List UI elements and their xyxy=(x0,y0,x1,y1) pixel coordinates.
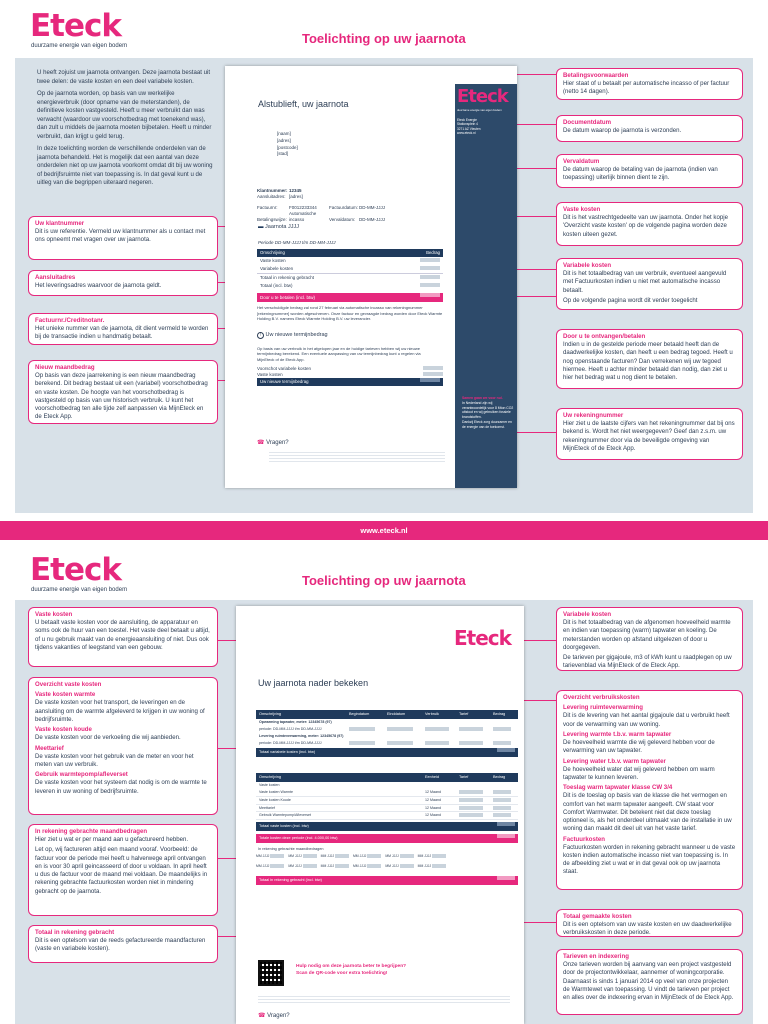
month-label: MM JJJJ xyxy=(320,864,335,868)
row-label: Meettarief xyxy=(259,805,275,810)
sender-address xyxy=(457,118,481,136)
callout-heading: In rekening gebrachte maandbedragen xyxy=(35,828,148,835)
address-line: [stad] xyxy=(277,151,289,157)
column-header: Eenheid xyxy=(425,775,439,779)
month-label: MM JJJJ xyxy=(288,854,302,858)
connector-line xyxy=(515,74,557,75)
row-label: Totaal in rekening gebracht (incl. btw) xyxy=(259,878,322,882)
callout-text: Hier ziet u wat er per maand aan u gefactureerd hebben. xyxy=(35,836,189,844)
callout-text: De vaste kosten voor het gebruik van de meter en voor het meten van uw verbruik. xyxy=(35,752,194,768)
amount-placeholder xyxy=(420,283,440,287)
monthly-amounts-heading: In rekening gebrachte maandbedragen xyxy=(258,847,324,851)
variable-costs-table xyxy=(256,710,518,757)
brand-tagline: duurzame energie van eigen bodem xyxy=(31,587,128,593)
amount-placeholder xyxy=(420,258,440,262)
month-item xyxy=(385,854,413,858)
connector-line xyxy=(218,858,236,859)
column-header: Tarief xyxy=(459,775,469,779)
callout-subheading: Levering ruimteverwarming xyxy=(563,704,643,712)
connector-line xyxy=(218,936,236,937)
callout-totaal-gemaakte-kosten xyxy=(556,909,743,937)
questions-block xyxy=(257,439,289,446)
chat-icon: ☎ xyxy=(257,440,265,446)
sidebar-line: In Nederland zijn wij verantwoordelijk voor 8 Mton CO2 uitstoot en wij gebruiken fossiele brandstoffen. xyxy=(462,400,514,420)
callout-heading: Vaste kosten xyxy=(35,611,73,618)
callout-heading: Overzicht verbruikskosten xyxy=(563,694,640,701)
value-placeholder xyxy=(425,727,449,731)
callout-klantnummer xyxy=(28,216,218,260)
monthly-amounts-row xyxy=(256,854,518,858)
unit-label: 12 Maand xyxy=(425,789,441,794)
callout-heading: Uw rekeningnummer xyxy=(563,412,624,419)
month-label: MM JJJJ xyxy=(385,864,399,868)
callout-text: Let op, wij factureren altijd een maand vooraf. Voorbeeld: de factuur voor de periode mei heeft u halverwege april ontvangen en is voor 30 april geincasseerd of door u voldaan. In april heeft u dus de factuur voor de maand mei voldaan. De maandelijks in rekening gebrachte factuurkosten worden niet in mindering gebracht op de jaarnota. xyxy=(35,846,208,895)
callout-text: Dit is de levering van het aantal gigajoule dat u verbruikt heeft voor de verwarming van uw woning. xyxy=(563,712,730,728)
connector-line xyxy=(515,432,557,433)
connector-line xyxy=(522,922,556,923)
callout-text: Indien u in de gestelde periode meer betaald heeft dan de daadwerkelijke kosten, dan heeft u een bedrag tegoed. Heeft u nog openstaande facturen? Dan verrekenen wij uw tegoed hiermee. Heeft u achter minder betaald dan nodig, dan ziet u hier het bedrag wat u nog dient te betalen. xyxy=(563,341,733,382)
callout-text: De hoeveelheid warmte die wij geleverd hebben voor de verwarming van uw tapwater. xyxy=(563,739,715,755)
callout-text: Factuurkosten worden in rekening gebracht wanneer u de vaste kosten indien automatische incasso niet van toepassing is. In de afbeelding ziet u wat er in dat geval ook op uw jaarnota staat. xyxy=(563,843,736,876)
questions-block xyxy=(258,1012,290,1019)
value-placeholder xyxy=(303,854,317,858)
month-item xyxy=(321,864,349,868)
table-row xyxy=(256,740,518,747)
amount-placeholder xyxy=(420,293,440,297)
sidebar-line: Samen gaan we voor nul. xyxy=(462,396,503,400)
callout-variabele-kosten xyxy=(556,258,743,310)
callout-vaste-kosten xyxy=(556,202,743,246)
fine-print xyxy=(258,994,510,1003)
customer-info xyxy=(257,188,447,223)
cost-table-header xyxy=(257,249,443,257)
callout-text: Het leveringsadres waarvoor de jaarnota geldt. xyxy=(35,282,162,290)
callout-text: De hoeveelheid water dat wij geleverd hebben om warm tapwater te kunnen leveren. xyxy=(563,765,715,781)
month-item xyxy=(418,854,446,858)
callout-vaste-kosten xyxy=(28,607,218,667)
month-label: MM JJJJ xyxy=(385,854,399,858)
month-item xyxy=(256,864,284,868)
callout-heading: Betalingsvoorwaarden xyxy=(563,72,629,79)
new-amount-heading xyxy=(257,332,328,339)
unit-label: 12 Maand xyxy=(425,797,441,802)
amount-due-row xyxy=(257,293,443,302)
column-header: Begindatum xyxy=(349,712,370,716)
document-heading: Alstublieft, uw jaarnota xyxy=(258,99,349,109)
row-label: Voorschot variabele kosten xyxy=(257,366,312,371)
value-placeholder xyxy=(349,727,375,731)
factuurdatum-value: DD-MM-JJJJ xyxy=(359,205,385,211)
value-placeholder xyxy=(387,741,413,745)
total-costs-row xyxy=(256,834,518,843)
callout-text: Dit is een optelsom van de reeds gefactureerde maandfacturen (vaste en variabele kosten). xyxy=(35,937,206,953)
connector-line xyxy=(218,748,236,749)
callout-text: Op basis van deze jaarrekening is een nieuw maandbedrag berekend. Dit bedrag bestaat uit een (variabel) voorschotbedrag en vaste kosten. De hoogte van het voorschotbedrag is vastgesteld op basis van uw historisch verbruik. U kunt het voorschotbedrag ten alle tijde zelf aanpassen via MijnEteck en de Eteck App. xyxy=(35,372,208,421)
recipient-address xyxy=(277,131,298,158)
callout-overzicht-vaste-kosten xyxy=(28,677,218,815)
value-placeholder xyxy=(335,854,349,858)
callout-heading: Factuurnr./Creditnotanr. xyxy=(35,317,105,324)
callout-text: De vaste kosten voor het systeem dat nodig is om de warmte te leveren in uw woning of bedrijfsruimte. xyxy=(35,779,207,795)
value-placeholder xyxy=(432,854,446,858)
row-label: Totaal vaste kosten (incl. btw) xyxy=(259,824,309,829)
table-row xyxy=(257,282,443,290)
value-placeholder xyxy=(459,806,483,810)
row-label: Totaal (incl. btw) xyxy=(260,283,293,289)
month-label: MM JJJJ xyxy=(256,864,270,868)
callout-text: Op de volgende pagina wordt dit verder toegelicht xyxy=(563,296,698,304)
table-row xyxy=(257,273,443,282)
callout-subheading: Levering warmte t.b.v. warm tapwater xyxy=(563,730,672,738)
intro-paragraph: In deze toelichting worden de verschillende onderdelen van de jaarnota behandeld. Het is mogelijk dat een aantal van deze onderdelen niet op uw jaarnota voorkomt omdat dit bij uw woning of bedrijfsruimte niet van toepassing is. In dat geval kunt u de uitleg van die begrippen uiteraard negeren. xyxy=(37,145,213,187)
row-label: Variabele kosten xyxy=(260,266,294,272)
payment-note: Het verschuldigde bedrag zal rond 27 februari via automatische incasso van rekeningnummer [rekeningnummer] worden afgeschreven. Onze factuur en gevraagde bedrag worden door Eteck Warmte Holding B.V. namens Eteck Warmte Holding B.V. uw leverancier. xyxy=(257,305,443,322)
callout-heading: Uw klantnummer xyxy=(35,220,85,227)
invoice-preview xyxy=(225,66,517,488)
table-row xyxy=(256,805,518,813)
sender-line: Eteck Energie xyxy=(457,118,477,122)
callout-heading: Totaal in rekening gebracht xyxy=(35,929,115,936)
betalingswijze-label: Betalingswijze: xyxy=(257,217,287,223)
month-item xyxy=(288,864,316,868)
detail-preview xyxy=(236,606,524,1024)
value-placeholder xyxy=(400,854,414,858)
callout-vervaldatum xyxy=(556,154,743,188)
intro-text xyxy=(37,69,217,192)
table-row xyxy=(256,726,518,733)
callout-text: Het unieke nummer van de jaarnota, dit dient vermeld te worden bij de transactie indien u handmatig betaalt. xyxy=(35,325,209,341)
help-line: Scan de QR-code voor extra toelichting! xyxy=(296,971,388,977)
callout-heading: Totaal gemaakte kosten xyxy=(563,913,632,920)
document-tagline: duurzame energie van eigen bodem xyxy=(457,108,502,112)
month-item xyxy=(353,854,381,858)
vervaldatum-label: Vervaldatum: xyxy=(329,217,356,223)
brand-tagline: duurzame energie van eigen bodem xyxy=(31,43,128,49)
period-label: periode: DD-MM-JJJJ t/m DD-MM-JJJJ xyxy=(259,740,322,745)
column-header: Bedrag xyxy=(493,775,506,779)
row-label: Vaste kosten Koude xyxy=(259,797,291,802)
callout-heading: Variabele kosten xyxy=(563,262,612,269)
sidebar-line: Dankzij Eteck zorg duurzamer en de energie van de toekomst. xyxy=(462,419,512,429)
callout-text: Dit is de toeslag op basis van de klasse die het vermogen en comfort van het warm tapwater aangeeft. CW staat voor Comfort Warmwater. Dit betekent niet dat deze toeslag optioneel is, als het onderdeel uitmaakt van de installatie in uw woning dan maakt dit deel uit van het vaste tarief. xyxy=(563,792,732,833)
connector-line xyxy=(522,640,556,641)
callout-subheading: Gebruik warmtepomp/afleverset xyxy=(35,771,128,779)
callout-text: De datum waarop de jaarnota is verzonden. xyxy=(563,127,682,135)
value-placeholder xyxy=(493,741,511,745)
fixed-total-row xyxy=(256,822,518,831)
row-label: Vaste kosten xyxy=(260,258,286,263)
callout-aansluitadres xyxy=(28,270,218,296)
klantnummer-value: 12345 xyxy=(289,188,302,193)
table-row xyxy=(257,265,443,273)
new-amount-total xyxy=(257,378,443,386)
factuurnr-label: Factuurnr: xyxy=(257,205,278,211)
column-header: Bedrag xyxy=(493,712,506,716)
value-placeholder xyxy=(459,798,483,802)
period-label: periode: DD-MM-JJJJ t/m DD-MM-JJJJ xyxy=(259,726,322,731)
value-placeholder xyxy=(493,790,511,794)
amount-placeholder xyxy=(423,372,443,376)
value-placeholder xyxy=(303,864,317,868)
total-billed-row xyxy=(256,876,518,885)
callout-heading: Nieuw maandbedrag xyxy=(35,364,95,371)
month-item xyxy=(288,854,316,858)
address-line: [naam] xyxy=(277,131,291,136)
table-row xyxy=(257,257,443,265)
callout-heading: Vervaldatum xyxy=(563,158,600,165)
monthly-amounts-row xyxy=(256,864,518,868)
callout-text: Dit is het vastrechtgedeelte van uw jaarnota. Onder het kopje 'Overzicht vaste kosten' op de volgende pagina worden deze kosten uiteen gezet. xyxy=(563,214,728,238)
callout-heading: Overzicht vaste kosten xyxy=(35,681,102,688)
row-label: Gebruik Warmtepomp/Afleverset xyxy=(259,813,311,818)
row-label: Totale kosten deze periode (incl. 4.000,00 btw) xyxy=(259,836,338,840)
table-header xyxy=(256,773,518,782)
value-placeholder xyxy=(459,790,483,794)
sender-line: www.eteck.nl xyxy=(457,131,476,136)
callout-tarieven-indexering xyxy=(556,949,743,1015)
month-item xyxy=(321,854,349,858)
callout-maandbedragen xyxy=(28,824,218,916)
callout-heading: Vaste kosten xyxy=(563,206,601,213)
callout-heading: Documentdatum xyxy=(563,119,612,126)
page-title: Toelichting op uw jaarnota xyxy=(302,31,466,46)
callout-factuurnummer xyxy=(28,313,218,345)
value-placeholder xyxy=(400,864,414,868)
row-label: Uw nieuwe termijnbedrag xyxy=(260,379,309,385)
callout-text: Dit is uw referentie. Vermeld uw klantnummer als u contact met ons opneemt met vragen over uw jaarnota. xyxy=(35,228,206,244)
value-placeholder xyxy=(459,813,483,817)
value-placeholder xyxy=(432,864,446,868)
questions-label: Vragen? xyxy=(267,1013,290,1019)
factuurdatum-label: Factuurdatum: xyxy=(329,205,359,211)
month-item xyxy=(256,854,284,858)
new-amount-heading-text: Uw nieuwe termijnbedrag xyxy=(265,332,328,338)
month-label: MM JJJJ xyxy=(417,864,432,868)
month-item xyxy=(385,864,413,868)
meter-line: Opwarming tapwater, meter: 12345678 (97) xyxy=(259,720,332,724)
chat-icon: ☎ xyxy=(258,1013,266,1019)
value-placeholder xyxy=(497,876,515,880)
row-label: Totaal variabele kosten (incl. btw) xyxy=(259,750,316,755)
help-line: Hulp nodig om deze jaarnota beter te begrijpen? xyxy=(296,964,407,969)
footer-url-bar[interactable]: www.eteck.nl xyxy=(0,521,768,540)
new-amount-table xyxy=(257,366,443,386)
connector-line xyxy=(218,640,236,641)
row-label: Vaste kosten Warmte xyxy=(259,789,293,794)
value-placeholder xyxy=(425,741,449,745)
help-text xyxy=(296,963,406,977)
invoice-period: Periode DD-MM-JJJJ t/m DD-MM-JJJJ xyxy=(258,240,336,245)
unit-label: 12 Maand xyxy=(425,813,441,818)
callout-subheading: Meettarief xyxy=(35,744,64,752)
page-title: Toelichting op uw jaarnota xyxy=(302,573,466,588)
value-placeholder xyxy=(367,854,381,858)
brand-logo: Eteck xyxy=(30,8,122,44)
month-label: MM JJJJ xyxy=(352,854,367,858)
intro-paragraph: Op de jaarnota worden, op basis van uw werkelijke energieverbruik (door opname van de meterstanden), de definitieve kosten vastgesteld. Heeft u meer verbruikt dan was verwacht (waardoor uw voorschotbedrag met toenekend was), dan zult u middels de jaarnota moeten bijbetalen. Heeft u minder verbruikt, dan krijgt u geld terug. xyxy=(37,90,212,140)
callout-variabele-kosten xyxy=(556,607,743,671)
value-placeholder xyxy=(493,806,511,810)
column-header: Bedrag xyxy=(426,250,440,255)
callout-subheading: Toeslag warm tapwater klasse CW 3/4 xyxy=(563,784,673,792)
callout-subheading: Vaste kosten koude xyxy=(35,726,92,734)
callout-heading: Aansluitadres xyxy=(35,274,76,281)
month-label: MM JJJJ xyxy=(320,854,335,858)
callout-overzicht-verbruikskosten xyxy=(556,690,743,890)
value-placeholder xyxy=(493,798,511,802)
connector-line xyxy=(515,168,557,169)
callout-heading: Door u te ontvangen/betalen xyxy=(563,333,646,340)
qr-code[interactable] xyxy=(258,960,284,986)
table-header xyxy=(256,710,518,719)
amount-placeholder xyxy=(420,275,440,279)
sender-line: 3271 AZ Vleuten xyxy=(457,126,481,131)
callout-text: De datum waarop de betaling van de jaarnota (indien van toepassing) uiterlijk binnen dient te zijn. xyxy=(563,166,718,182)
month-item xyxy=(353,864,381,868)
callout-subheading: Vaste kosten warmte xyxy=(35,691,96,699)
connector-line xyxy=(515,124,557,125)
callout-heading: Tarieven en indexering xyxy=(563,953,629,960)
column-header: Verbruik xyxy=(425,712,439,716)
sender-line: Stationsplein 4 xyxy=(457,122,478,127)
value-placeholder xyxy=(387,727,413,731)
callout-heading: Variabele kosten xyxy=(563,611,612,618)
intro-paragraph: U heeft zojuist uw jaarnota ontvangen. Deze jaarnota bestaat uit twee delen: de vaste kosten en een deel variabele kosten. xyxy=(37,69,211,85)
callout-text: De tarieven per gigajoule, m3 of kWh kunt u raadplegen op uw tarievenblad via MijnEteck of de Eteck App. xyxy=(563,654,732,670)
month-item xyxy=(418,864,446,868)
month-label: MM JJJJ xyxy=(417,854,432,858)
sidebar-text xyxy=(462,396,514,429)
value-placeholder xyxy=(497,834,515,838)
callout-text: Dit is het totaalbedrag van de afgenomen hoeveelheid warmte en indien van toepassing (warm) tapwater en koeling. De meterstanden worden op afstand uitgelezen of door u doorgegeven. xyxy=(563,619,731,651)
questions-label: Vragen? xyxy=(266,440,289,446)
row-label: Totaal in rekening gebracht xyxy=(260,275,315,281)
month-label: MM JJJJ xyxy=(256,854,270,858)
fixed-costs-subheading: Vaste kosten xyxy=(259,783,280,787)
value-placeholder xyxy=(493,813,511,817)
callout-text: Onze tarieven worden bij aanvang van een project vastgesteld door de projectontwikkelaar, aannemer of woningcorporatie. Daarnaast is sinds 1 januari 2014 op veel van onze projecten de Warmtewet van toepassing. U vindt de tarieven per project en alles over de indexering ervan in MijnEteck of de Eteck App. xyxy=(563,961,734,1002)
table-row xyxy=(256,797,518,805)
betalingswijze-value: Automatische incasso xyxy=(289,211,317,223)
invoice-subtitle xyxy=(258,224,299,230)
aansluitadres-label: Aansluitadres: xyxy=(257,194,286,200)
column-header: Einddatum xyxy=(387,712,406,716)
value-placeholder xyxy=(367,864,381,868)
callout-text: De vaste kosten voor de verkoeling die wij aanbieden. xyxy=(35,734,181,742)
connector-line xyxy=(522,700,556,701)
amount-placeholder xyxy=(423,366,443,370)
callout-documentdatum xyxy=(556,115,743,142)
month-label: MM JJJJ xyxy=(288,864,302,868)
callout-subheading: Levering water t.b.v. warm tapwater xyxy=(563,757,666,765)
table-row xyxy=(256,789,518,797)
aansluitadres-value: [adres] xyxy=(289,194,303,200)
value-placeholder xyxy=(497,748,515,752)
unit-label: 12 Maand xyxy=(425,805,441,810)
info-icon: ! xyxy=(257,332,264,339)
new-amount-text: Op basis van uw verbruik in het afgelopen jaar en de huidige tarieven hebben wij uw nieuwe termijnbedrag berekend. Een eventuele aanpassing van uw termijnbedrag kunt u regelen via MijnEteck of de Eteck App. xyxy=(257,346,421,362)
value-placeholder xyxy=(270,864,284,868)
value-placeholder xyxy=(497,822,515,826)
column-header: Tarief xyxy=(459,712,469,716)
document-heading: Uw jaarnota nader bekeken xyxy=(258,678,369,688)
callout-text: De vaste kosten voor het transport, de leveringen en de aansluiting om de warmte afgeleverd te krijgen in uw woning of bedrijfsruimte. xyxy=(35,699,205,723)
column-header: Omschrijving xyxy=(260,250,285,255)
column-header: Omschrijving xyxy=(259,712,281,716)
address-line: [adres] xyxy=(277,137,291,143)
value-placeholder xyxy=(270,854,284,858)
meter-line: Levering ruimteverwarming, meter: 12345678 (97) xyxy=(259,733,344,738)
row-label: Vaste kosten xyxy=(257,372,283,378)
klantnummer-label: Klantnummer: xyxy=(257,188,288,193)
value-placeholder xyxy=(493,727,511,731)
column-header: Omschrijving xyxy=(259,775,281,779)
callout-text: Dit is een optelsom van uw vaste kosten en uw daadwerkelijke verbruikskosten in deze periode. xyxy=(563,921,732,937)
document-logo: Eteck xyxy=(457,86,508,107)
callout-betalingsvoorwaarden xyxy=(556,68,743,100)
invoice-subtitle-text: Jaarnota JJJJ xyxy=(265,224,299,230)
address-line: [postcode] xyxy=(277,144,298,150)
factuurnr-value: F0012233344 xyxy=(289,205,317,211)
callout-nieuw-maandbedrag xyxy=(28,360,218,424)
value-placeholder xyxy=(349,741,375,745)
cost-table xyxy=(257,249,443,321)
amount-placeholder xyxy=(420,378,440,382)
value-placeholder xyxy=(459,727,483,731)
fixed-costs-table xyxy=(256,773,518,831)
callout-text: Dit is het totaalbedrag van uw verbruik, eventueel aangevuld met Factuurkosten indien u niet met automatische incasso betaalt. xyxy=(563,270,727,294)
brand-logo: Eteck xyxy=(30,552,122,588)
vervaldatum-value: DD-MM-JJJJ xyxy=(359,217,385,223)
value-placeholder xyxy=(459,741,483,745)
variable-total-row xyxy=(256,748,518,757)
callout-rekeningnummer xyxy=(556,408,743,460)
amount-placeholder xyxy=(420,266,440,270)
table-row xyxy=(256,812,518,820)
month-label: MM JJJJ xyxy=(352,864,367,868)
document-logo: Eteck xyxy=(454,626,511,650)
callout-text: Hier staat of u betaalt per automatische incasso of per factuur (netto 14 dagen). xyxy=(563,80,730,96)
callout-door-u-te-betalen xyxy=(556,329,743,389)
callout-subheading: Factuurkosten xyxy=(563,835,605,843)
fine-print xyxy=(269,450,445,464)
document-icon: ▬ xyxy=(258,224,266,230)
value-placeholder xyxy=(335,864,349,868)
callout-text: U betaalt vaste kosten voor de aansluiting, de apparatuur en soms ook de huur van een toestel. Het vaste deel betaalt u altijd, of u nu gebruik maakt van de energieaansluiting of niet. Dus ook tijdens vakanties of leegstand van een gebouw. xyxy=(35,619,210,651)
amount-due-label: Door u te betalen (incl. btw) xyxy=(260,295,316,301)
callout-text: Hier ziet u de laatste cijfers van het rekeningnummer dat bij ons bekend is. Wordt het niet weergegeven? Geef dan z.s.m. uw rekeningnummer door via de beveiligde omgeving van MijnEteck of de Eteck App. xyxy=(563,420,735,452)
callout-totaal-in-rekening xyxy=(28,925,218,963)
